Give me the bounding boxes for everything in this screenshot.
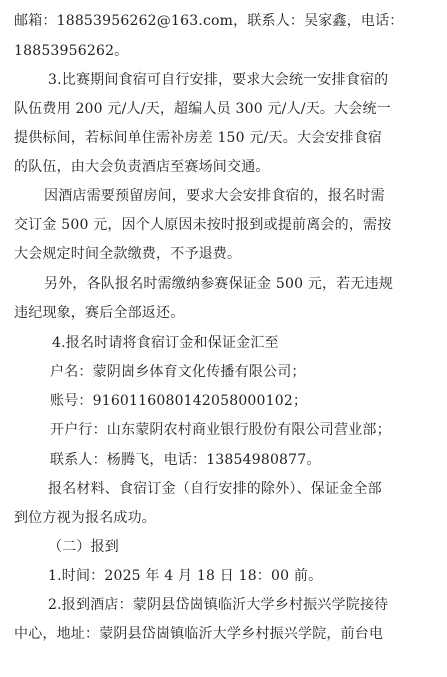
text-line-materials: 报名材料、食宿订金（自行安排的除外）、保证金全部 xyxy=(48,481,382,497)
text-line-bank: 开户行：山东蒙阴农村商业银行股份有限公司营业部； xyxy=(50,422,391,438)
text-line-phone: 18853956262。 xyxy=(14,43,129,59)
text-line-item-3: 3.比赛期间食宿可自行安排，要求大会统一安排食宿的 xyxy=(48,72,389,88)
text-line-success: 到位方视为报名成功。 xyxy=(14,510,156,526)
text-line-address: 中心，地址：蒙阴县岱崮镇临沂大学乡村振兴学院，前台电 xyxy=(14,626,384,642)
text-line-account-number: 账号：916011608014205800010​2； xyxy=(50,393,308,409)
text-line-item-4: 4.报名时请将食宿订金和保证金汇至 xyxy=(52,335,279,351)
text-line-guarantee: 另外，各队报名时需缴纳参赛保证金 500 元，若无违规 xyxy=(44,276,394,292)
text-line-account-name: 户名：蒙阴崮乡体育文化传播有限公司； xyxy=(50,364,306,380)
text-line-refund: 违纪现象，赛后全部返还。 xyxy=(14,305,185,321)
text-line-contact: 联系人：杨腾飞，电话：13854980877。 xyxy=(50,452,321,468)
text-line-deposit-amount: 交订金 500 元，因个人原因未按时报到或提前离会的，需按 xyxy=(14,217,392,233)
text-line-fees: 队伍费用 200 元/人/天，超编人员 300 元/人/天。大会统一 xyxy=(14,101,391,117)
text-line-email: 邮箱：18853956262@163.com，联系人：吴家鑫，电话： xyxy=(14,13,404,29)
text-line-hotel: 2.报到酒店：蒙阴县岱崮镇临沂大学乡村振兴学院接待 xyxy=(48,597,389,613)
text-line-room: 提供标间，若标间单住需补房差 150 元/天。大会安排食宿 xyxy=(14,130,383,146)
section-heading-checkin: （二）报到 xyxy=(48,539,119,555)
text-line-time: 1.时间：2025 年 4 月 18 日 18：00 前。 xyxy=(48,568,323,584)
text-line-no-refund: 大会规定时间全款缴费，不予退费。 xyxy=(14,246,242,262)
text-line-deposit-intro: 因酒店需要预留房间，要求大会安排食宿的，报名时需 xyxy=(44,188,385,204)
text-line-transport: 的队伍，由大会负责酒店至赛场间交通。 xyxy=(14,159,270,175)
